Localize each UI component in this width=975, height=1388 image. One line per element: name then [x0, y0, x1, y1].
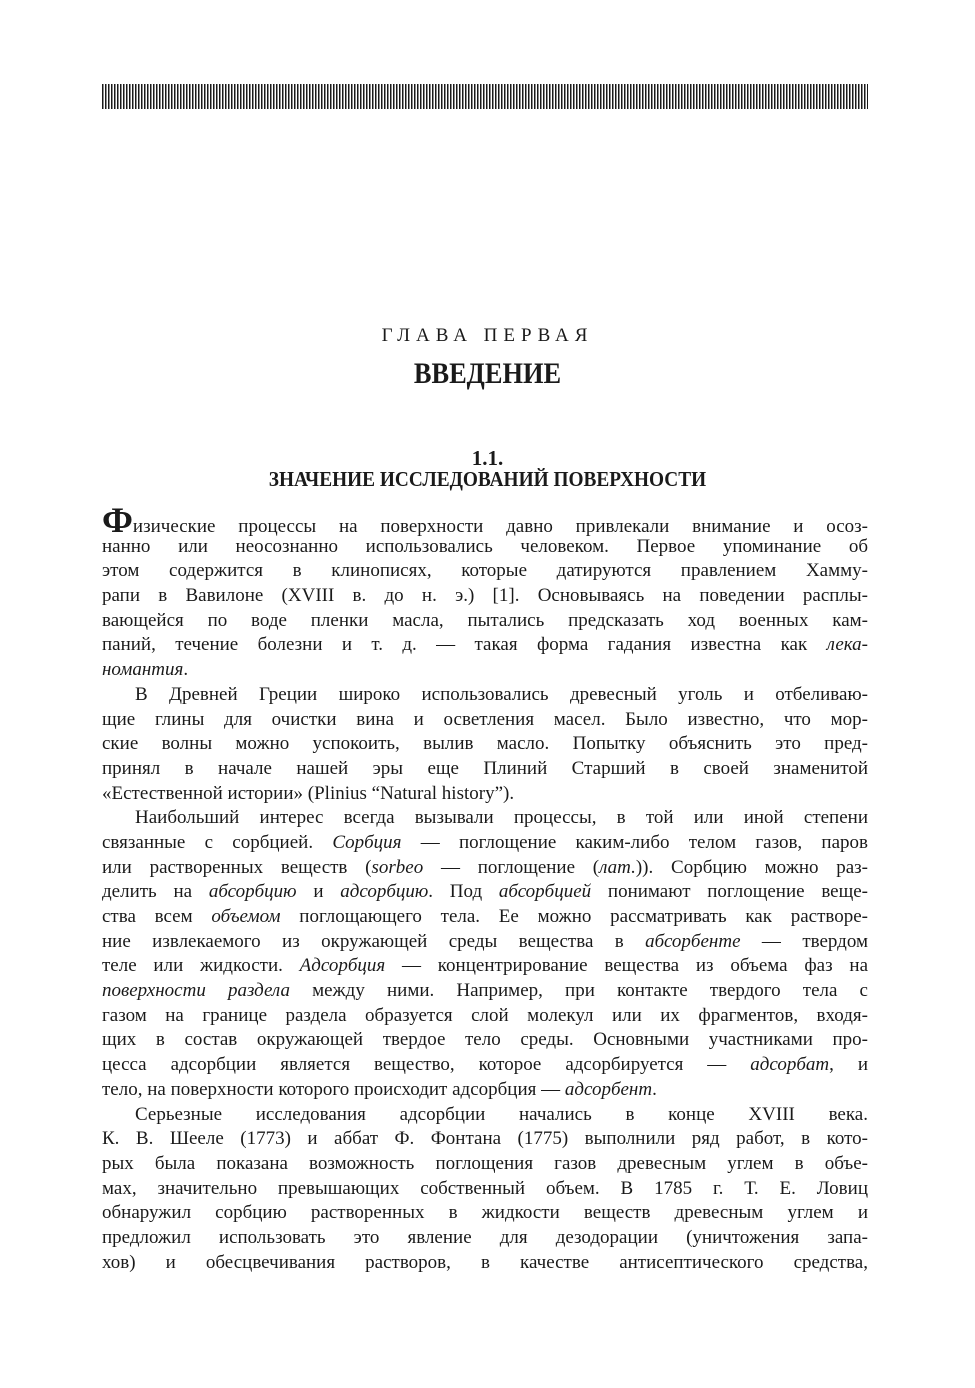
text-segment: , и	[829, 1054, 869, 1076]
text-segment: обнаружил сорбцию растворенных в жидкости веществ древесным углем и	[102, 1202, 868, 1224]
italic-term: абсорбцией	[498, 881, 592, 903]
text-segment: поглощающего тела. Ее можно рассматривать как растворе-	[280, 906, 868, 927]
text-segment: — твердом	[740, 930, 868, 952]
text-line	[102, 1028, 868, 1053]
italic-term: адсорбцию	[340, 881, 429, 903]
italic-term: абсорбцию	[208, 881, 297, 903]
section-title: ЗНАЧЕНИЕ ИССЛЕДОВАНИЙ ПОВЕРХНОСТИ	[268, 467, 707, 491]
section-number: 1.1.	[471, 446, 504, 470]
text-segment: тело, на поверхности которого происходит адсорбция —	[102, 1078, 565, 1100]
text-line	[102, 1053, 868, 1078]
text-segment: паний, течение болезни и т. д. — такая форма гадания известна как	[102, 634, 827, 656]
text-segment: К. В. Шееле (1773) и аббат Ф. Фонтана (1775) выполнили ряд работ, в кото-	[102, 1128, 868, 1150]
text-segment: — концентрирование вещества из объема фаз на	[385, 955, 868, 977]
drop-cap: Ф	[102, 500, 133, 540]
text-line	[102, 1251, 868, 1276]
text-line	[102, 559, 868, 584]
text-line	[102, 757, 868, 782]
text-segment: ства всем	[102, 906, 212, 927]
text-line	[102, 880, 868, 905]
text-line	[102, 856, 868, 881]
text-segment: вающейся по воде пленки масла, пытались предсказать ход военных кам-	[102, 609, 868, 631]
text-line	[102, 609, 868, 634]
text-segment: — поглощение каким-либо телом газов, паров	[401, 831, 868, 853]
text-line	[102, 535, 868, 560]
text-line	[102, 905, 868, 930]
chapter-label: ГЛАВА ПЕРВАЯ	[381, 325, 594, 346]
text-segment: этом содержится в клинописях, которые датируются правлением Хамму-	[102, 560, 868, 582]
text-line	[102, 1152, 868, 1177]
text-line	[102, 1177, 868, 1202]
chapter-title: ВВЕДЕНИЕ	[413, 357, 562, 390]
text-line	[102, 1127, 868, 1152]
text-segment: «Естественной истории» (Plinius “Natural history”).	[102, 782, 515, 804]
italic-term: номантия	[102, 659, 184, 681]
text-segment: делить на	[102, 881, 209, 903]
italic-term: лека-	[826, 634, 868, 656]
text-segment: В Древней Греции широко использовались древесный уголь и отбеливаю-	[135, 683, 868, 705]
italic-term: лат.	[599, 856, 636, 878]
text-line	[102, 1226, 868, 1251]
body-text	[102, 500, 869, 1275]
text-segment: мах, значительно превышающих собственный объем. В 1785 г. Т. Е. Ловиц	[102, 1177, 868, 1199]
text-line	[102, 954, 868, 979]
text-line	[102, 732, 868, 757]
text-line	[102, 930, 868, 955]
text-segment: теле или жидкости.	[102, 955, 300, 977]
text-segment: .	[183, 659, 189, 681]
italic-term: объемом	[211, 906, 281, 927]
text-segment: или растворенных веществ (	[102, 856, 372, 878]
italic-term: Сорбция	[332, 831, 402, 853]
text-segment: предложил использовать это явление для дезодорации (уничтожения запа-	[102, 1226, 868, 1248]
text-segment: газом на границе раздела образуется слой молекул или их фрагментов, входя-	[102, 1004, 868, 1026]
text-segment: щие глины для очистки вина и осветления масел. Было известно, что мор-	[102, 708, 868, 730]
italic-term: адсорбат	[750, 1054, 830, 1076]
text-line	[102, 708, 868, 733]
italic-term: абсорбенте	[645, 930, 741, 952]
text-line	[102, 584, 868, 609]
text-segment: рых была показана возможность поглощения газов древесным углем в объе-	[102, 1152, 868, 1174]
text-line	[102, 1078, 868, 1103]
italic-term: Адсорбция	[299, 955, 386, 977]
text-segment: щих в состав окружающей твердое тело среды. Основными участниками про-	[102, 1029, 868, 1051]
text-segment: — поглощение (	[423, 856, 600, 878]
text-segment: Наибольший интерес всегда вызывали процессы, в той или иной степени	[135, 807, 868, 829]
text-segment: между ними. Например, при контакте твердого тела с	[289, 980, 868, 1002]
text-line	[102, 683, 868, 708]
text-segment: изические процессы на поверхности давно привлекали внимание и осоз-	[132, 516, 868, 537]
text-line	[102, 658, 868, 683]
text-line	[102, 500, 868, 540]
text-segment: хов) и обесцвечивания растворов, в качестве антисептического средства,	[102, 1251, 868, 1273]
text-line	[102, 831, 868, 856]
italic-term: адсорбент	[564, 1078, 653, 1100]
text-line	[102, 1103, 868, 1128]
text-segment: . Под	[428, 881, 499, 903]
text-segment: )). Сорбцию можно раз-	[635, 856, 869, 878]
text-segment: принял в начале нашей эры еще Плиний Старший в своей знаменитой	[102, 757, 868, 779]
text-line	[102, 782, 868, 807]
text-segment: и	[296, 881, 341, 903]
text-segment: .	[652, 1078, 657, 1100]
text-segment: рапи в Вавилоне (XVIII в. до н. э.) [1]. Основываясь на поведении расплы-	[102, 585, 868, 607]
text-segment: ние извлекаемого из окружающей среды вещества в	[102, 930, 646, 952]
text-line	[102, 1004, 868, 1029]
italic-term: поверхности раздела	[102, 980, 290, 1002]
text-line	[102, 1201, 868, 1226]
text-segment: связанные с сорбцией.	[102, 831, 333, 853]
line-segments	[133, 516, 868, 537]
text-line	[102, 806, 868, 831]
text-segment: Серьезные исследования адсорбции начались в конце XVIII века.	[135, 1103, 868, 1125]
text-line	[102, 633, 868, 658]
text-segment: ские волны можно успокоить, вылив масло. Попытку объяснить это пред-	[102, 733, 868, 755]
text-segment: нанно или неосознанно использовались человеком. Первое упоминание об	[102, 535, 868, 557]
italic-term: sorbeo	[371, 856, 424, 878]
text-segment: понимают поглощение веще-	[591, 881, 868, 903]
header-rule	[102, 84, 868, 109]
text-line	[102, 979, 868, 1004]
text-segment: цесса адсорбции является вещество, которое адсорбируется —	[102, 1054, 751, 1076]
